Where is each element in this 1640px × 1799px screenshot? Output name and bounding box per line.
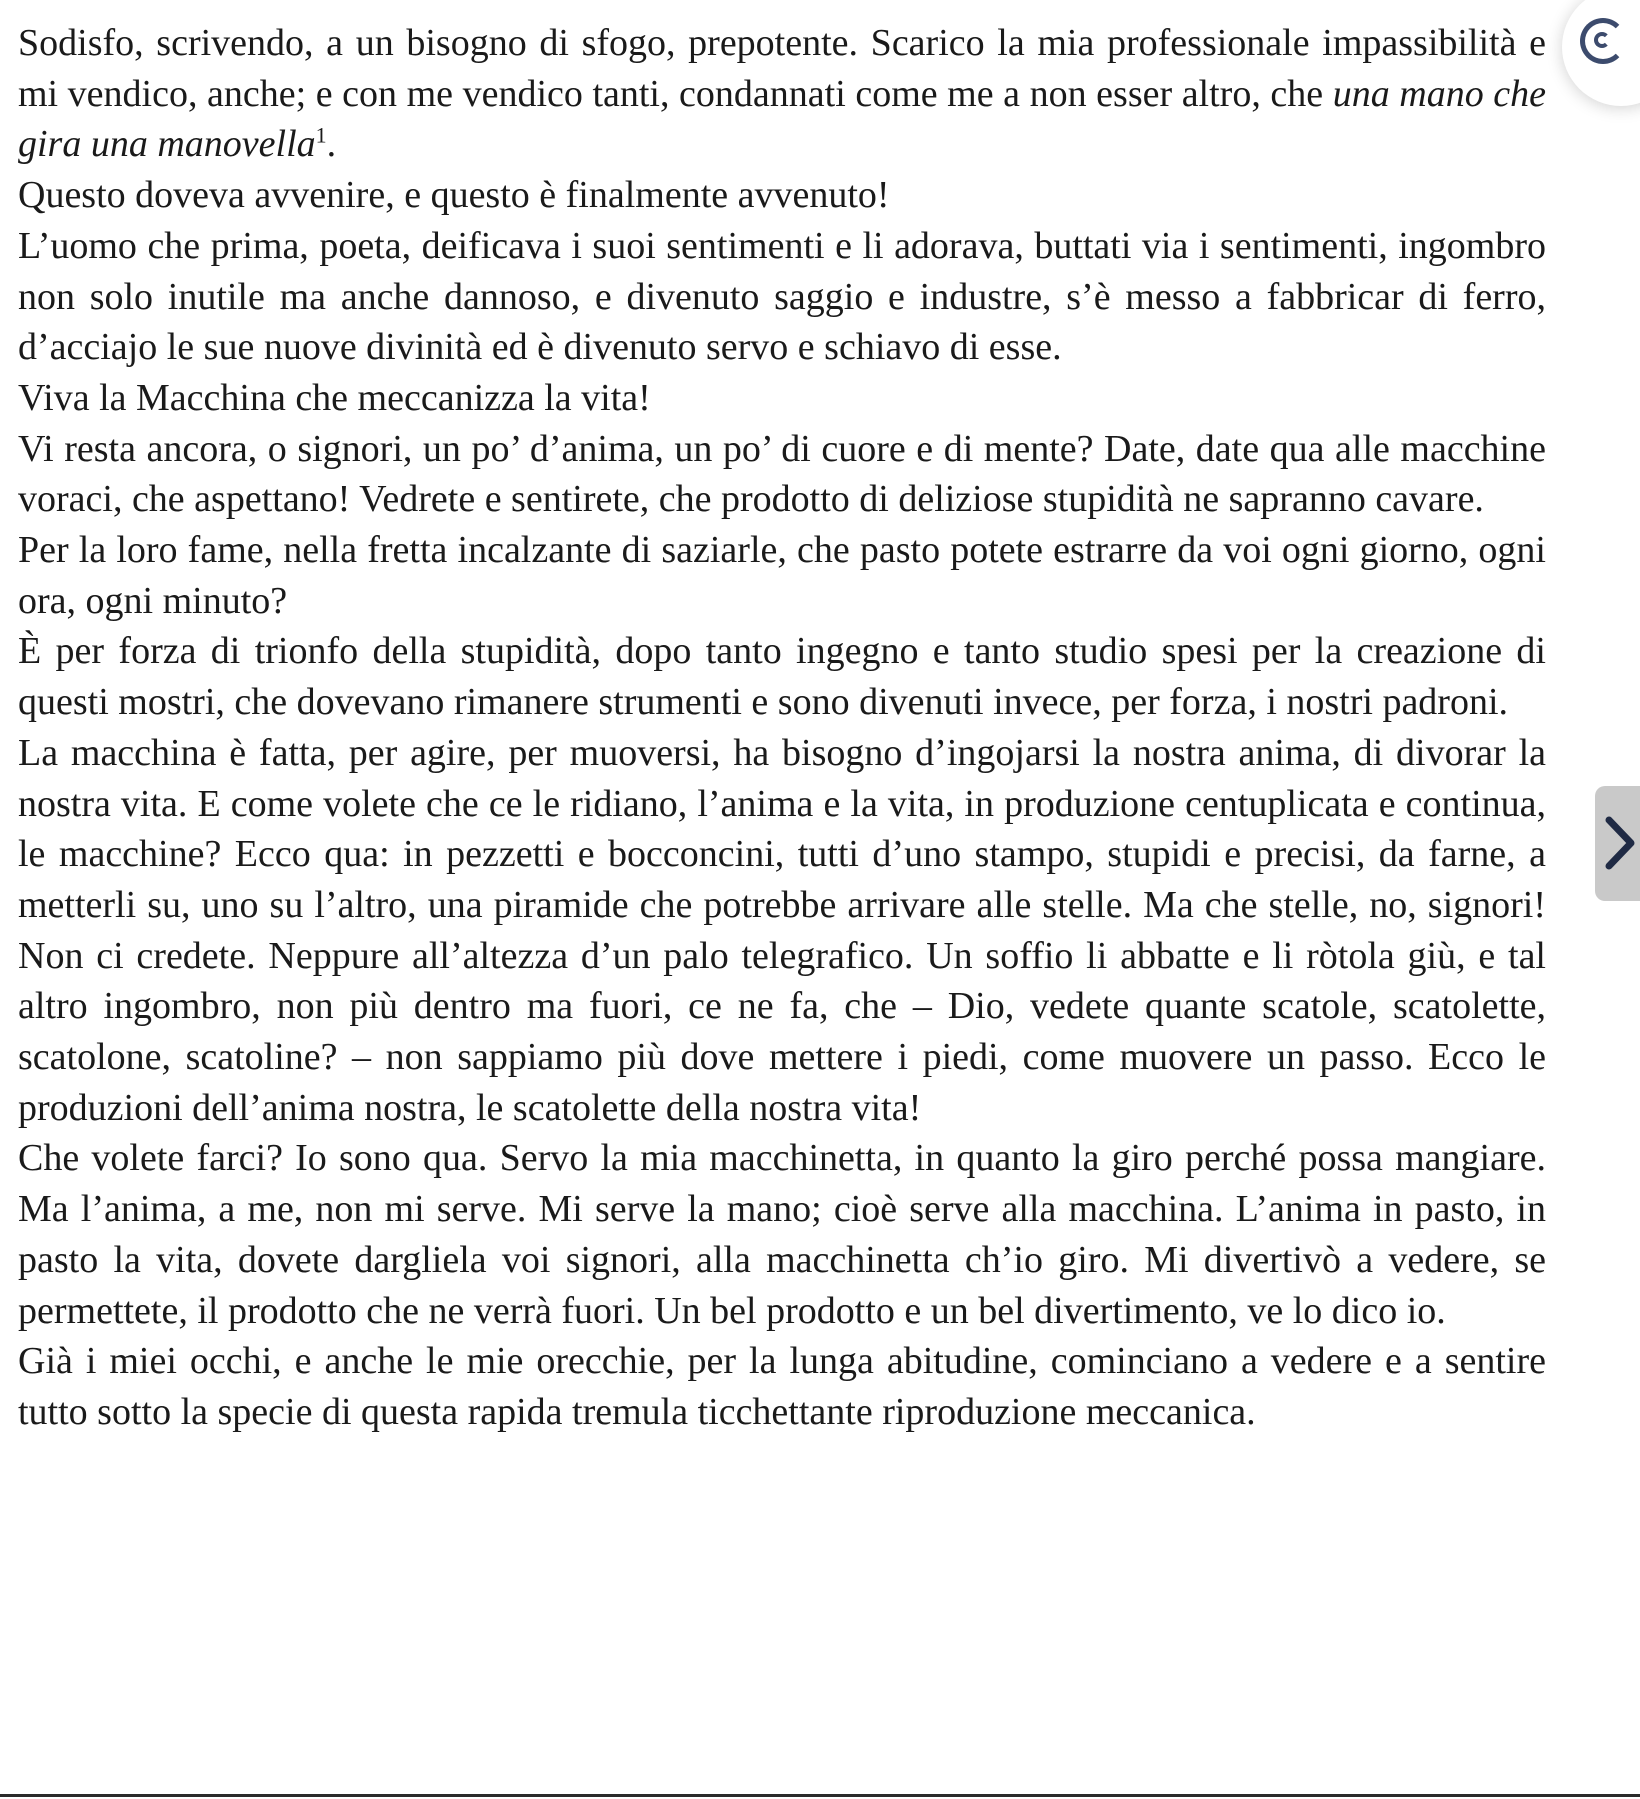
- copyright-icon: [1580, 18, 1626, 64]
- italic-quote: una mano che gira una manovella: [18, 72, 1546, 166]
- paragraph-10: Già i miei occhi, e anche le mie orecchie, per la lunga abitudine, cominciano a vedere e a sentire tutto sotto la specie di questa rapida tremula ticchettante riproduzione meccanica.: [18, 1340, 1546, 1433]
- paragraph-1: [18, 18, 1546, 170]
- paragraph-6: Per la loro fame, nella fretta incalzante di saziarle, che pasto potete estrarre da voi ogni giorno, ogni ora, ogni minuto?: [18, 529, 1546, 622]
- next-page-tab[interactable]: [1595, 786, 1640, 901]
- paragraph-7: È per forza di trionfo della stupidità, dopo tanto ingegno e tanto studio spesi per la creazione di questi mostri, che dovevano rimanere strumenti e sono divenuti invece, per forza, i nostri padroni.: [18, 630, 1546, 724]
- document-page: [18, 18, 1546, 1438]
- paragraph-3: L’uomo che prima, poeta, deificava i suoi sentimenti e li adorava, buttati via i sentimenti, ingombro non solo inutile ma anche dannoso, e divenuto saggio e industre, s’è messo a fabbricar di ferro, d’acciajo le sue nuove divinità ed è divenuto servo e schiavo di esse.: [18, 224, 1546, 369]
- page-divider: [0, 1794, 1640, 1797]
- paragraph-4: Viva la Macchina che meccanizza la vita!: [18, 376, 651, 419]
- paragraph-8: La macchina è fatta, per agire, per muoversi, ha bisogno d’ingojarsi la nostra anima, di divorar la nostra vita. E come volete che ce le ridiano, l’anima e la vita, in produzione centuplicata e continua, le macchine? Ecco qua: in pezzetti e bocconcini, tutti d’uno stampo, stupidi e precisi, da farne, a metterli su, uno su l’altro, una piramide che potrebbe arrivare alle stelle. Ma che stelle, no, signori! Non ci credete. Neppure all’altezza d’un palo telegrafico. Un soffio li abbatte e li ròtola giù, e tal altro ingombro, non più dentro ma fuori, ce ne fa, che – Dio, vedete quante scatole, scatolette, scatolone, scatoline? – non sappiamo più dove mettere i piedi, come muovere un passo. Ecco le produzioni dell’anima nostra, le scatolette della nostra vita!: [18, 731, 1546, 1129]
- paragraph-1-end: .: [326, 123, 337, 166]
- footnote-marker[interactable]: 1: [315, 122, 327, 148]
- floating-action-button[interactable]: [1562, 0, 1640, 106]
- paragraph-5: Vi resta ancora, o signori, un po’ d’anima, un po’ di cuore e di mente? Date, date qua alle macchine voraci, che aspettano! Vedrete e sentirete, che prodotto di deliziose stupidità ne sapranno cavare.: [18, 427, 1546, 521]
- paragraph-2: Questo doveva avvenire, e questo è finalmente avvenuto!: [18, 174, 890, 217]
- chevron-right-icon: [1603, 816, 1635, 871]
- paragraph-9: Che volete farci? Io sono qua. Servo la mia macchinetta, in quanto la giro perché possa mangiare. Ma l’anima, a me, non mi serve. Mi serve la mano; cioè serve alla macchina. L’anima in pasto, in pasto la vita, dovete dargliela voi signori, alla macchinetta ch’io giro. Mi divertivò a vedere, se permettete, il prodotto che ne verrà fuori. Un bel prodotto e un bel divertimento, ve lo dico io.: [18, 1137, 1546, 1332]
- paragraph-1-text: Sodisfo, scrivendo, a un bisogno di sfogo, prepotente. Scarico la mia professionale impassibilità e mi vendico, anche; e con me vendico tanti, condannati come me a non esser altro, che: [18, 22, 1546, 115]
